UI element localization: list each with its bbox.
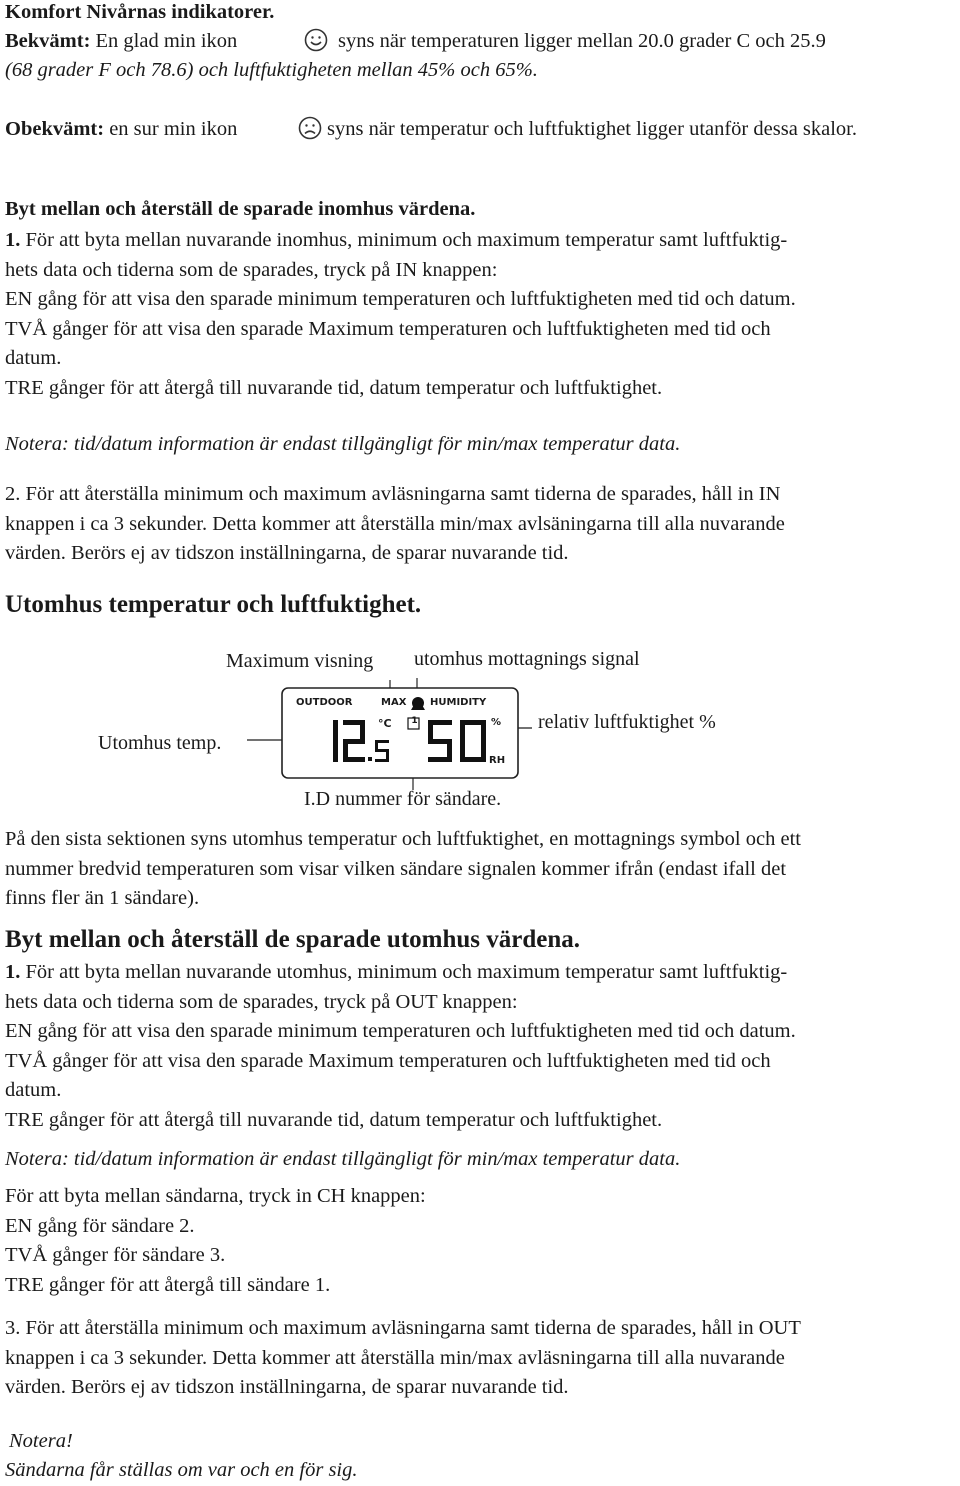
smiley-sad-icon [298,116,322,140]
uncomfortable-label: Obekvämt: [5,118,105,140]
outdoor-recall-step-1 [5,958,960,1135]
lcd-max-label: MAX [381,697,407,708]
outdoor-step1-line5: datum. [5,1079,62,1101]
comfortable-label: Bekvämt: [5,30,91,52]
outdoor-desc-line2: nummer bredvid temperaturen som visar vilken sändare signalen kommer ifrån (endast ifall det [5,857,787,880]
comfort-uncomfortable-line [5,117,237,141]
lcd-unit: °C [378,717,392,730]
comfortable-post-text: syns när temperaturen ligger mellan 20.0 grader C och 25.9 [338,30,826,52]
channel-instructions [5,1182,960,1300]
label-max-display: Maximum visning [226,650,374,672]
channel-line2: EN gång för sändare 2. [5,1214,195,1237]
label-outdoor-temp: Utomhus temp. [98,732,222,754]
indoor-step1-line1: 1. För att byta mellan nuvarande inomhus, minimum och maximum temperatur samt luftfuktig- [5,229,788,251]
lcd-outdoor-label: OUTDOOR [296,697,353,708]
outdoor-step1-line4: TVÅ gånger för att visa den sparade Maximum temperaturen och luftfuktigheten med tid och [5,1049,771,1072]
outdoor-description [5,825,960,914]
lcd-humidity-label: HUMIDITY [430,697,487,708]
outdoor-step1-line1: 1. För att byta mellan nuvarande utomhus, minimum och maximum temperatur samt luftfuktig- [5,961,788,983]
indoor-step1-line2: hets data och tiderna som de sparades, tryck på IN knappen: [5,258,498,281]
channel-line4: TRE gånger för att återgå till sändare 1. [5,1273,331,1296]
indoor-step2-line3: värden. Berörs ej av tidszon inställningarna, de sparar nuvarande tid. [5,542,569,564]
outdoor-desc-line3: finns fler än 1 sändare). [5,887,200,909]
outdoor-recall-heading: Byt mellan och återställ de sparade utomhus värdena. [5,926,580,953]
indoor-recall-note: Notera: tid/datum information är endast tillgängligt för min/max temperatur data. [5,433,681,455]
final-note-title: Notera! [9,1430,73,1452]
indoor-recall-step-1 [5,226,960,403]
indoor-step1-line5: datum. [5,347,62,369]
outdoor-step1-line2: hets data och tiderna som de sparades, tryck på OUT knappen: [5,990,518,1013]
outdoor-heading: Utomhus temperatur och luftfuktighet. [5,591,422,618]
indoor-step2-line2: knappen i ca 3 sekunder. Detta kommer att återställa min/max avlsäningarna till alla nuvarande [5,512,785,535]
label-humidity: relativ luftfuktighet % [538,711,716,733]
outdoor-step1-line3: EN gång för att visa den sparade minimum temperaturen och luftfuktigheten med tid och datum. [5,1020,796,1042]
lcd-temp-int [0,0,1,1]
lcd-rh: RH [489,755,506,766]
channel-line3: TVÅ gånger för sändare 3. [5,1244,226,1266]
lcd-values [0,0,1,1]
outdoor-step3-line3: värden. Berörs ej av tidszon inställningarna, de sparar nuvarande tid. [5,1376,569,1398]
comfort-comfortable-line [5,29,237,53]
final-note-text: Sändarna får ställas om var och en för sig. [5,1459,358,1481]
indoor-step1-line6: TRE gånger för att återgå till nuvarande tid, datum temperatur och luftfuktighet. [5,376,663,399]
indoor-recall-step-2 [5,480,960,569]
label-transmitter-id: I.D nummer för sändare. [304,788,502,810]
outdoor-desc-line1: På den sista sektionen syns utomhus temperatur och luftfuktighet, en mottagnings symbol och ett [5,828,801,850]
outdoor-step1-line6: TRE gånger för att återgå till nuvarande tid, datum temperatur och luftfuktighet. [5,1108,663,1131]
lcd-channel: 1 [411,716,418,726]
comfort-title: Komfort Nivårnas indikatorer. [5,1,275,23]
indoor-step2-line1: 2. För att återställa minimum och maximum avläsningarna samt tiderna de sparades, håll in IN [5,483,781,505]
lcd-percent: % [491,717,502,728]
smiley-happy-icon [304,28,328,52]
outdoor-step3-line2: knappen i ca 3 sekunder. Detta kommer att återställa min/max avläsningarna till alla nuvarande [5,1346,785,1369]
uncomfortable-post-text: syns när temperatur och luftfuktighet ligger utanför dessa skalor. [327,118,858,140]
uncomfortable-pre-text: en sur min ikon [109,118,238,140]
lcd-diagram [0,640,960,810]
indoor-step1-line3: EN gång för att visa den sparade minimum temperaturen och luftfuktigheten med tid och datum. [5,288,796,310]
outdoor-recall-step-3 [5,1314,960,1403]
comfortable-pre-text: En glad min ikon [95,30,238,52]
comfortable-range-text: (68 grader F och 78.6) och luftfuktigheten mellan 45% och 65%. [5,59,538,81]
indoor-step1-line4: TVÅ gånger för att visa den sparade Maximum temperaturen och luftfuktigheten med tid och [5,317,771,340]
channel-line1: För att byta mellan sändarna, tryck in CH knappen: [5,1185,426,1207]
indoor-recall-heading: Byt mellan och återställ de sparade inomhus värdena. [5,198,476,220]
outdoor-recall-note: Notera: tid/datum information är endast tillgängligt för min/max temperatur data. [5,1148,681,1170]
outdoor-step3-line1: 3. För att återställa minimum och maximum avläsningarna samt tiderna de sparades, håll in OUT [5,1317,801,1339]
label-signal: utomhus mottagnings signal [414,648,640,670]
